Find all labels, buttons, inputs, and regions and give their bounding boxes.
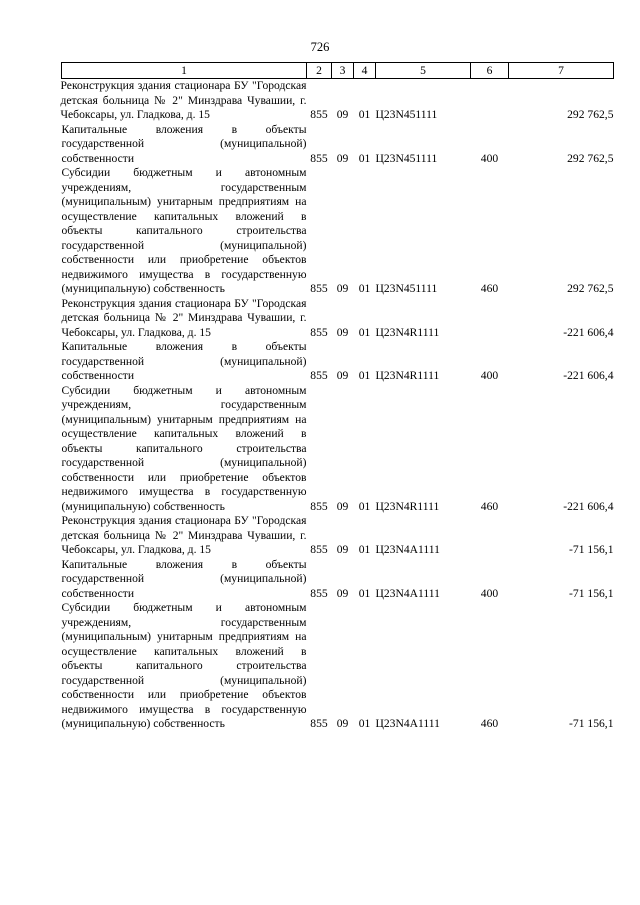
cell-section: 09 — [336, 586, 349, 600]
cell-admin-code: 855 — [310, 543, 328, 556]
cell-admin-code: 855 — [310, 499, 328, 513]
cell-subsection: 01 — [358, 543, 371, 556]
cell-amount: -221 606,4 — [563, 325, 614, 339]
header-col-7: 7 — [509, 63, 614, 79]
cell-admin-code: 855 — [310, 586, 328, 600]
cell-subsection: 01 — [358, 325, 371, 339]
cell-section: 09 — [336, 151, 349, 165]
header-col-2: 2 — [307, 63, 332, 79]
cell-section: 09 — [336, 108, 349, 121]
cell-amount: 292 762,5 — [567, 108, 614, 121]
header-row — [62, 63, 614, 79]
cell-subsection: 01 — [358, 151, 371, 165]
cell-target-code: Ц23N451111 — [375, 108, 438, 121]
header-col-3: 3 — [332, 63, 354, 79]
table-row — [62, 514, 614, 558]
cell-amount: -71 156,1 — [569, 543, 614, 556]
table-row — [62, 384, 614, 515]
cell-target-code: Ц23N4R1111 — [375, 369, 440, 382]
row-name: Капитальные вложения в объекты государственной (муниципальной) собственности — [61, 340, 307, 382]
row-name: Капитальные вложения в объекты государственной (муниципальной) собственности — [61, 557, 307, 600]
cell-amount: -221 606,4 — [563, 499, 614, 513]
cell-expense-type — [471, 514, 509, 558]
cell-section: 09 — [336, 717, 349, 730]
row-name: Субсидии бюджетным и автономным учреждениям, государственным (муниципальным) унитарным предприятиям на осуществление капитальных вложений в объекты капитального строительства государственной (муниципальной) собственности или приобретение объектов недвижимого имущества в государственную (муниципальную) собственность — [61, 166, 307, 295]
cell-target-code: Ц23N451111 — [375, 282, 438, 295]
table-body — [62, 79, 614, 732]
cell-target-code: Ц23N4А1111 — [375, 717, 440, 730]
row-name: Субсидии бюджетным и автономным учреждениям, государственным (муниципальным) унитарным предприятиям на осуществление капитальных вложений в объекты капитального строительства государственной (муниципальной) собственности или приобретение объектов недвижимого имущества в государственную (муниципальную) собственность — [61, 601, 307, 730]
cell-subsection: 01 — [358, 499, 371, 513]
row-name: Субсидии бюджетным и автономным учреждениям, государственным (муниципальным) унитарным предприятиям на осуществление капитальных вложений в объекты капитального строительства государственной (муниципальной) собственности или приобретение объектов недвижимого имущества в государственную (муниципальную) собственность — [61, 383, 307, 513]
header-col-1: 1 — [62, 63, 307, 79]
table-row — [62, 79, 614, 123]
cell-admin-code: 855 — [310, 717, 328, 730]
table-row — [62, 166, 614, 297]
cell-expense-type: 460 — [480, 282, 499, 295]
cell-target-code: Ц23N4А1111 — [375, 543, 440, 556]
cell-section: 09 — [336, 499, 349, 513]
table-row — [62, 601, 614, 732]
cell-expense-type: 460 — [480, 717, 499, 730]
row-name — [62, 79, 307, 123]
cell-target-code: Ц23N4R1111 — [375, 325, 440, 339]
cell-expense-type — [471, 297, 509, 341]
cell-expense-type: 460 — [480, 499, 499, 513]
row-name: Реконструкция здания стационара БУ "Городская детская больница № 2" Минздрава Чувашии, г. Чебоксары, ул. Гладкова, д. 15 — [61, 296, 307, 339]
budget-table — [61, 62, 614, 732]
cell-subsection: 01 — [358, 282, 371, 295]
cell-admin-code: 855 — [310, 369, 328, 382]
cell-amount: 292 762,5 — [567, 151, 614, 165]
cell-target-code: Ц23N4R1111 — [375, 499, 440, 513]
cell-section: 09 — [336, 282, 349, 295]
table-row — [62, 297, 614, 341]
header-col-5: 5 — [376, 63, 471, 79]
cell-subsection: 01 — [358, 108, 371, 121]
header-col-6: 6 — [471, 63, 509, 79]
cell-section: 09 — [336, 325, 349, 339]
cell-subsection: 01 — [358, 369, 371, 382]
header-col-4: 4 — [354, 63, 376, 79]
table-header — [62, 63, 614, 79]
row-name-text: Реконструкция здания стационара БУ "Городская детская больница № 2" Минздрава Чувашии, г. Чебоксары, ул. Гладкова, д. 15 — [60, 79, 307, 121]
cell-amount: -221 606,4 — [563, 369, 614, 382]
cell-expense-type: 400 — [480, 586, 499, 600]
row-name: Капитальные вложения в объекты государственной (муниципальной) собственности — [61, 122, 307, 165]
table-row — [62, 558, 614, 602]
cell-expense-type — [471, 79, 509, 123]
cell-expense-type: 400 — [480, 151, 499, 165]
cell-admin-code: 855 — [310, 108, 328, 121]
cell-amount: -71 156,1 — [569, 717, 614, 730]
cell-target-code: Ц23N4А1111 — [375, 586, 440, 600]
cell-section: 09 — [336, 543, 349, 556]
cell-section: 09 — [336, 369, 349, 382]
cell-subsection: 01 — [358, 717, 371, 730]
cell-amount: 292 762,5 — [567, 282, 614, 295]
cell-subsection: 01 — [358, 586, 371, 600]
cell-admin-code: 855 — [310, 325, 328, 339]
cell-admin-code: 855 — [310, 282, 328, 295]
cell-expense-type: 400 — [480, 369, 499, 382]
cell-target-code: Ц23N451111 — [375, 151, 438, 165]
row-name: Реконструкция здания стационара БУ "Городская детская больница № 2" Минздрава Чувашии, г. Чебоксары, ул. Гладкова, д. 15 — [61, 514, 307, 556]
page-number: 726 — [310, 40, 330, 54]
table-row — [62, 123, 614, 167]
table-row — [62, 340, 614, 384]
cell-amount: -71 156,1 — [569, 586, 614, 600]
cell-admin-code: 855 — [310, 151, 328, 165]
